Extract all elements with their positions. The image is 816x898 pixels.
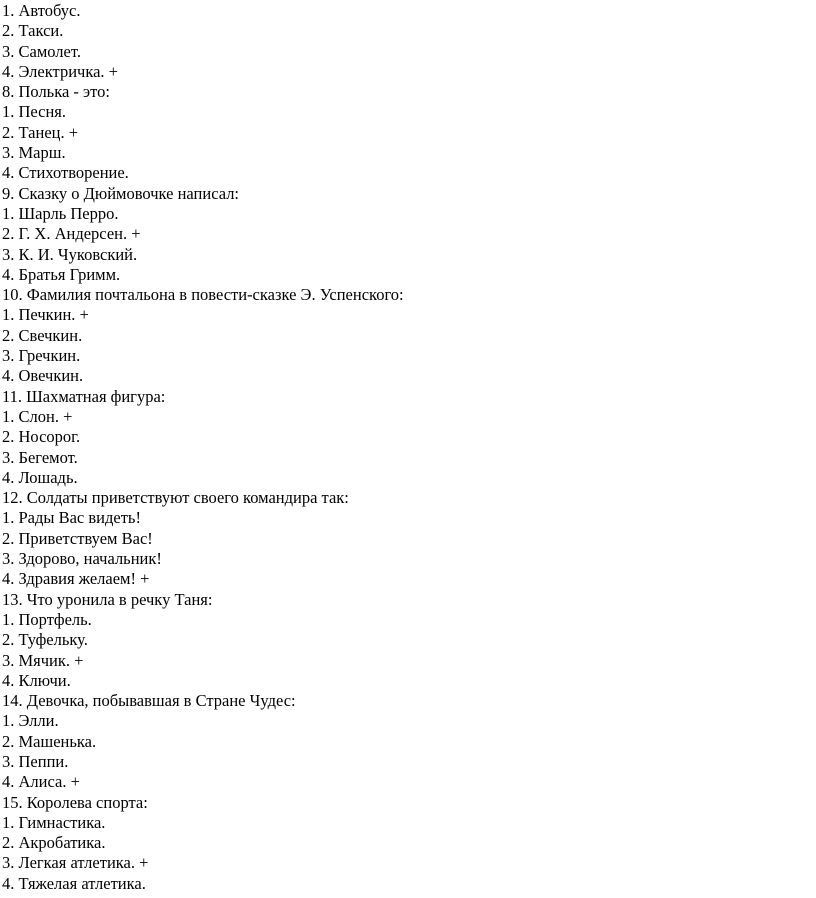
answer-line: 2. Танец. + (2, 122, 79, 142)
question-line: 14. Девочка, побывавшая в Стране Чудес: (2, 691, 296, 711)
answer-line: 3. Самолет. (2, 41, 81, 61)
answer-line: 4. Овечкин. (2, 366, 84, 386)
answer-line: 3. Гречкин. (2, 346, 81, 366)
answer-line: 2. Приветствуем Вас! (2, 528, 153, 548)
answer-line: 1. Шарль Перро. (2, 203, 119, 223)
answer-line: 1. Печкин. + (2, 305, 89, 325)
answer-line: 2. Машенька. (2, 731, 97, 751)
answer-line: 2. Г. Х. Андерсен. + (2, 224, 141, 244)
answer-line: 3. Мячик. + (2, 650, 84, 670)
answer-line: 4. Стихотворение. (2, 163, 129, 183)
answer-line: 3. Пеппи. (2, 751, 69, 771)
question-line: 10. Фамилия почтальона в повести-сказке Э. Успенского: (2, 285, 404, 305)
answer-line: 1. Рады Вас видеть! (2, 508, 141, 528)
answer-line: 2. Акробатика. (2, 833, 106, 853)
answer-line: 4. Ключи. (2, 670, 71, 690)
answer-line: 1. Портфель. (2, 609, 92, 629)
answer-line: 4. Алиса. + (2, 772, 80, 792)
answer-line: 4. Лошадь. (2, 467, 78, 487)
answer-line: 2. Туфельку. (2, 630, 88, 650)
answer-line: 2. Такси. (2, 21, 64, 41)
question-line: 8. Полька - это: (2, 82, 110, 102)
answer-line: 3. Здорово, начальник! (2, 549, 162, 569)
answer-line: 4. Тяжелая атлетика. (2, 873, 146, 893)
answer-line: 1. Гимнастика. (2, 812, 106, 832)
question-line: 13. Что уронила в речку Таня: (2, 589, 213, 609)
question-line: 11. Шахматная фигура: (2, 386, 166, 406)
question-line: 9. Сказку о Дюймовочке написал: (2, 183, 240, 203)
answer-line: 3. Бегемот. (2, 447, 78, 467)
answer-line: 1. Автобус. (2, 1, 81, 20)
answer-line: 2. Носорог. (2, 427, 81, 447)
answer-line: 3. К. И. Чуковский. (2, 244, 138, 264)
answer-line: 2. Свечкин. (2, 325, 83, 345)
answer-line: 3. Марш. (2, 143, 66, 163)
question-line: 15. Королева спорта: (2, 792, 148, 812)
answer-line: 4. Братья Гримм. (2, 264, 121, 284)
answer-line: 1. Песня. (2, 102, 67, 122)
answer-line: 3. Легкая атлетика. + (2, 853, 149, 873)
question-line: 12. Солдаты приветствуют своего командира так: (2, 488, 349, 508)
quiz-text (2, 0, 816, 894)
answer-line: 4. Электричка. + (2, 61, 118, 81)
answer-line: 1. Элли. (2, 711, 59, 731)
answer-line: 1. Слон. + (2, 406, 73, 426)
answer-line: 4. Здравия желаем! + (2, 569, 150, 589)
